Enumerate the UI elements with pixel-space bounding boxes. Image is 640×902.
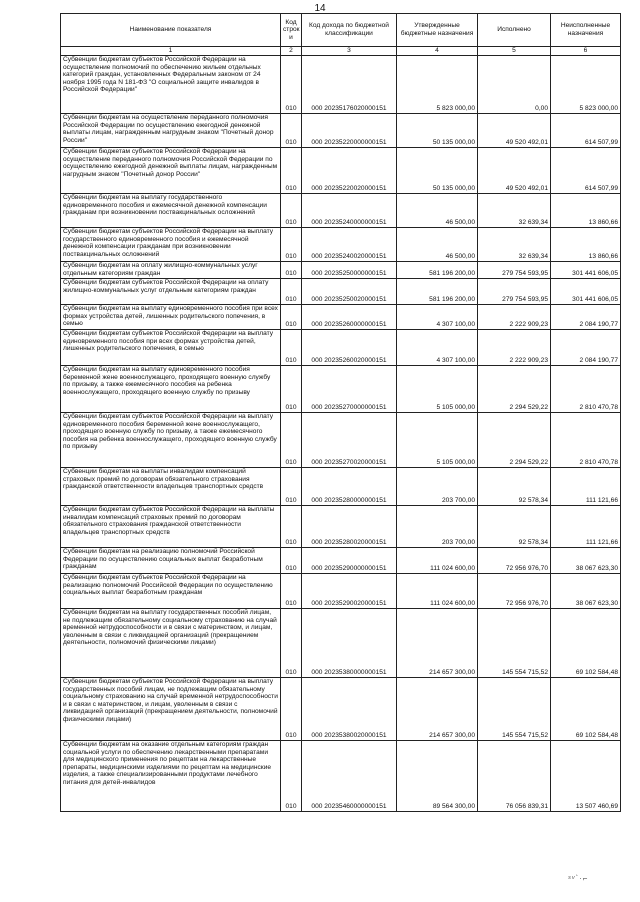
approved-amount-cell: 214 657 300,00 bbox=[397, 609, 478, 678]
indicator-name-cell: Субвенции бюджетам субъектов Российской Федерации на выплату единовременного пособия при всех формах устройства детей, лишенных родительского попечения, в семью bbox=[61, 330, 281, 366]
table-row bbox=[61, 468, 621, 506]
approved-amount-cell: 5 105 000,00 bbox=[397, 366, 478, 413]
approved-amount-cell: 581 196 200,00 bbox=[397, 262, 478, 279]
approved-amount-cell: 46 500,00 bbox=[397, 228, 478, 262]
executed-amount-cell: 2 222 909,23 bbox=[478, 305, 551, 330]
column-index: 3 bbox=[302, 47, 397, 56]
executed-amount-cell: 2 222 909,23 bbox=[478, 330, 551, 366]
executed-amount-cell: 49 520 492,01 bbox=[478, 148, 551, 194]
table-row bbox=[61, 279, 621, 305]
executed-amount-cell: 32 639,34 bbox=[478, 194, 551, 228]
unexecuted-amount-cell: 614 507,99 bbox=[551, 114, 621, 148]
column-index: 1 bbox=[61, 47, 281, 56]
table-row bbox=[61, 678, 621, 741]
income-code-cell: 000 20235250020000151 bbox=[302, 279, 397, 305]
indicator-name-cell: Субвенции бюджетам субъектов Российской Федерации на выплату государственного единовременного пособия и ежемесячной денежной компенсации гражданам при возникновении поствакцинальных осложнений bbox=[61, 228, 281, 262]
unexecuted-amount-cell: 13 860,66 bbox=[551, 228, 621, 262]
line-code-cell: 010 bbox=[281, 279, 302, 305]
income-code-cell: 000 20235280000000151 bbox=[302, 468, 397, 506]
header-row bbox=[61, 14, 621, 47]
table-row bbox=[61, 305, 621, 330]
unexecuted-amount-cell: 13 860,66 bbox=[551, 194, 621, 228]
executed-amount-cell: 2 294 529,22 bbox=[478, 413, 551, 468]
executed-amount-cell: 76 056 839,31 bbox=[478, 741, 551, 812]
header-executed: Исполнено bbox=[478, 14, 551, 47]
table-row bbox=[61, 366, 621, 413]
table-row bbox=[61, 506, 621, 548]
header-approved: Утвержденные бюджетные назначения bbox=[397, 14, 478, 47]
table-row bbox=[61, 330, 621, 366]
table-row bbox=[61, 114, 621, 148]
unexecuted-amount-cell: 301 441 606,05 bbox=[551, 279, 621, 305]
page-number: 14 bbox=[314, 3, 326, 14]
income-code-cell: 000 20235260020000151 bbox=[302, 330, 397, 366]
executed-amount-cell: 279 754 593,95 bbox=[478, 262, 551, 279]
income-code-cell: 000 20235290000000151 bbox=[302, 548, 397, 574]
executed-amount-cell: 72 956 976,70 bbox=[478, 574, 551, 609]
indicator-name-cell: Субвенции бюджетам субъектов Российской Федерации на выплату государственных пособий лицам, не подлежащим обязательному социальному страхованию на случай временной нетрудоспособности и в связи с материнством, и лицам, уволенным в связи с ликвидацией организаций (прекращением деятельности, полномочий физическими лицами) bbox=[61, 678, 281, 741]
indicator-name-cell: Субвенции бюджетам субъектов Российской Федерации на осуществление переданного полномочия Российской Федерации по осуществлению ежегодной денежной выплаты лицам, награжденным нагрудным знаком "Почетный донор России" bbox=[61, 148, 281, 194]
line-code-cell: 010 bbox=[281, 148, 302, 194]
executed-amount-cell: 32 639,34 bbox=[478, 228, 551, 262]
indicator-name-cell: Субвенции бюджетам на осуществление переданного полномочия Российской Федерации по осуществлению ежегодной денежной выплаты лицам, награжденным нагрудным знаком "Почетный донор России" bbox=[61, 114, 281, 148]
approved-amount-cell: 203 700,00 bbox=[397, 468, 478, 506]
indicator-name-cell: Субвенции бюджетам на выплаты инвалидам компенсаций страховых премий по договорам обязательного страхования гражданской ответственности владельцев транспортных средств bbox=[61, 468, 281, 506]
executed-amount-cell: 279 754 593,95 bbox=[478, 279, 551, 305]
income-code-cell: 000 20235220020000151 bbox=[302, 148, 397, 194]
income-code-cell: 000 20235270020000151 bbox=[302, 413, 397, 468]
income-code-cell: 000 20235260000000151 bbox=[302, 305, 397, 330]
approved-amount-cell: 50 135 000,00 bbox=[397, 114, 478, 148]
income-code-cell: 000 20235240000000151 bbox=[302, 194, 397, 228]
income-code-cell: 000 20235240020000151 bbox=[302, 228, 397, 262]
indicator-name-cell: Субвенции бюджетам субъектов Российской Федерации на выплаты инвалидам компенсаций страховых премий по договорам обязательного страхования гражданской ответственности владельцев транспортных средств bbox=[61, 506, 281, 548]
approved-amount-cell: 4 307 100,00 bbox=[397, 330, 478, 366]
unexecuted-amount-cell: 69 102 584,48 bbox=[551, 609, 621, 678]
indicator-name-cell: Субвенции бюджетам субъектов Российской Федерации на оплату жилищно-коммунальных услуг отдельным категориям граждан bbox=[61, 279, 281, 305]
approved-amount-cell: 111 024 600,00 bbox=[397, 548, 478, 574]
unexecuted-amount-cell: 2 810 470,78 bbox=[551, 366, 621, 413]
income-code-cell: 000 20235250000000151 bbox=[302, 262, 397, 279]
income-code-cell: 000 20235380020000151 bbox=[302, 678, 397, 741]
executed-amount-cell: 2 294 529,22 bbox=[478, 366, 551, 413]
column-index: 5 bbox=[478, 47, 551, 56]
indicator-name-cell: Субвенции бюджетам на оказание отдельным категориям граждан социальной услуги по обеспечению лекарственными препаратами для медицинского применения по рецептам на лекарственные препараты, медицинскими изделиями по рецептам на медицинские изделия, а также специализированными продуктами лечебного питания для детей-инвалидов bbox=[61, 741, 281, 812]
unexecuted-amount-cell: 2 810 470,78 bbox=[551, 413, 621, 468]
line-code-cell: 010 bbox=[281, 574, 302, 609]
line-code-cell: 010 bbox=[281, 305, 302, 330]
income-code-cell: 000 20235176020000151 bbox=[302, 56, 397, 114]
indicator-name-cell: Субвенции бюджетам на выплату государственного единовременного пособия и ежемесячной денежной компенсации гражданам при возникновении поствакцинальных осложнений bbox=[61, 194, 281, 228]
table-row bbox=[61, 741, 621, 812]
approved-amount-cell: 89 564 300,00 bbox=[397, 741, 478, 812]
line-code-cell: 010 bbox=[281, 678, 302, 741]
indicator-name-cell: Субвенции бюджетам на выплату государственных пособий лицам, не подлежащим обязательному социальному страхованию на случай временной нетрудоспособности и в связи с материнством, и лицам, уволенным в связи с ликвидацией организаций (прекращением деятельности, полномочий физическими лицами) bbox=[61, 609, 281, 678]
indicator-name-cell: Субвенции бюджетам на реализацию полномочий Российской Федерации по осуществлению социальных выплат безработным гражданам bbox=[61, 548, 281, 574]
line-code-cell: 010 bbox=[281, 228, 302, 262]
indicator-name-cell: Субвенции бюджетам субъектов Российской Федерации на выплату единовременного пособия беременной жене военнослужащего, проходящего военную службу по призыву, а также ежемесячного пособия на ребенка военнослужащего, проходящего военную службу по призыву bbox=[61, 413, 281, 468]
executed-amount-cell: 72 956 976,70 bbox=[478, 548, 551, 574]
unexecuted-amount-cell: 38 067 623,30 bbox=[551, 574, 621, 609]
unexecuted-amount-cell: 2 084 190,77 bbox=[551, 330, 621, 366]
executed-amount-cell: 145 554 715,52 bbox=[478, 609, 551, 678]
executed-amount-cell: 92 578,34 bbox=[478, 468, 551, 506]
income-code-cell: 000 20235380000000151 bbox=[302, 609, 397, 678]
unexecuted-amount-cell: 2 084 190,77 bbox=[551, 305, 621, 330]
line-code-cell: 010 bbox=[281, 741, 302, 812]
approved-amount-cell: 46 500,00 bbox=[397, 194, 478, 228]
executed-amount-cell: 145 554 715,52 bbox=[478, 678, 551, 741]
unexecuted-amount-cell: 38 067 623,30 bbox=[551, 548, 621, 574]
header-line-code: Код строк и bbox=[281, 14, 302, 47]
header-unexecuted: Неисполненные назначения bbox=[551, 14, 621, 47]
table-row bbox=[61, 262, 621, 279]
line-code-cell: 010 bbox=[281, 114, 302, 148]
column-index: 2 bbox=[281, 47, 302, 56]
indicator-name-cell: Субвенции бюджетам на выплату единовременного пособия при всех формах устройства детей, лишенных родительского попечения, в семью bbox=[61, 305, 281, 330]
indicator-name-cell: Субвенции бюджетам субъектов Российской Федерации на реализацию полномочий Российской Федерации по осуществлению социальных выплат безработным гражданам bbox=[61, 574, 281, 609]
income-code-cell: 000 20235460000000151 bbox=[302, 741, 397, 812]
header-income-code: Код дохода по бюджетной классификации bbox=[302, 14, 397, 47]
executed-amount-cell: 0,00 bbox=[478, 56, 551, 114]
budget-execution-table bbox=[60, 13, 621, 812]
approved-amount-cell: 4 307 100,00 bbox=[397, 305, 478, 330]
indicator-name-cell: Субвенции бюджетам субъектов Российской Федерации на осуществление полномочий по обеспечению жильем отдельных категорий граждан, установленных Федеральным законом от 24 ноября 1995 года N 181-ФЗ "О социальной защите инвалидов в Российской Федерации" bbox=[61, 56, 281, 114]
income-code-cell: 000 20235290020000151 bbox=[302, 574, 397, 609]
unexecuted-amount-cell: 301 441 606,05 bbox=[551, 262, 621, 279]
handwritten-mark: ˢᵛ`·⌐ bbox=[568, 874, 589, 883]
line-code-cell: 010 bbox=[281, 413, 302, 468]
approved-amount-cell: 5 823 000,00 bbox=[397, 56, 478, 114]
line-code-cell: 010 bbox=[281, 468, 302, 506]
header-indicator-name: Наименование показателя bbox=[61, 14, 281, 47]
column-index-row bbox=[61, 47, 621, 56]
income-code-cell: 000 20235280020000151 bbox=[302, 506, 397, 548]
table-row bbox=[61, 228, 621, 262]
unexecuted-amount-cell: 614 507,99 bbox=[551, 148, 621, 194]
executed-amount-cell: 49 520 492,01 bbox=[478, 114, 551, 148]
table-row bbox=[61, 148, 621, 194]
line-code-cell: 010 bbox=[281, 506, 302, 548]
approved-amount-cell: 5 105 000,00 bbox=[397, 413, 478, 468]
line-code-cell: 010 bbox=[281, 330, 302, 366]
income-code-cell: 000 20235220000000151 bbox=[302, 114, 397, 148]
column-index: 6 bbox=[551, 47, 621, 56]
approved-amount-cell: 214 657 300,00 bbox=[397, 678, 478, 741]
table-row bbox=[61, 56, 621, 114]
unexecuted-amount-cell: 69 102 584,48 bbox=[551, 678, 621, 741]
approved-amount-cell: 581 196 200,00 bbox=[397, 279, 478, 305]
line-code-cell: 010 bbox=[281, 194, 302, 228]
approved-amount-cell: 50 135 000,00 bbox=[397, 148, 478, 194]
table-row bbox=[61, 413, 621, 468]
line-code-cell: 010 bbox=[281, 366, 302, 413]
column-index: 4 bbox=[397, 47, 478, 56]
income-code-cell: 000 20235270000000151 bbox=[302, 366, 397, 413]
line-code-cell: 010 bbox=[281, 56, 302, 114]
line-code-cell: 010 bbox=[281, 262, 302, 279]
unexecuted-amount-cell: 111 121,66 bbox=[551, 468, 621, 506]
indicator-name-cell: Субвенции бюджетам на выплату единовременного пособия беременной жене военнослужащего, проходящего военную службу по призыву, а также ежемесячного пособия на ребенка военнослужащего, проходящего военную службу по призыву bbox=[61, 366, 281, 413]
table-row bbox=[61, 609, 621, 678]
indicator-name-cell: Субвенции бюджетам на оплату жилищно-коммунальных услуг отдельным категориям граждан bbox=[61, 262, 281, 279]
line-code-cell: 010 bbox=[281, 548, 302, 574]
executed-amount-cell: 92 578,34 bbox=[478, 506, 551, 548]
line-code-cell: 010 bbox=[281, 609, 302, 678]
approved-amount-cell: 111 024 600,00 bbox=[397, 574, 478, 609]
approved-amount-cell: 203 700,00 bbox=[397, 506, 478, 548]
unexecuted-amount-cell: 5 823 000,00 bbox=[551, 56, 621, 114]
table-row bbox=[61, 574, 621, 609]
table-row bbox=[61, 194, 621, 228]
unexecuted-amount-cell: 111 121,66 bbox=[551, 506, 621, 548]
table-row bbox=[61, 548, 621, 574]
unexecuted-amount-cell: 13 507 460,69 bbox=[551, 741, 621, 812]
